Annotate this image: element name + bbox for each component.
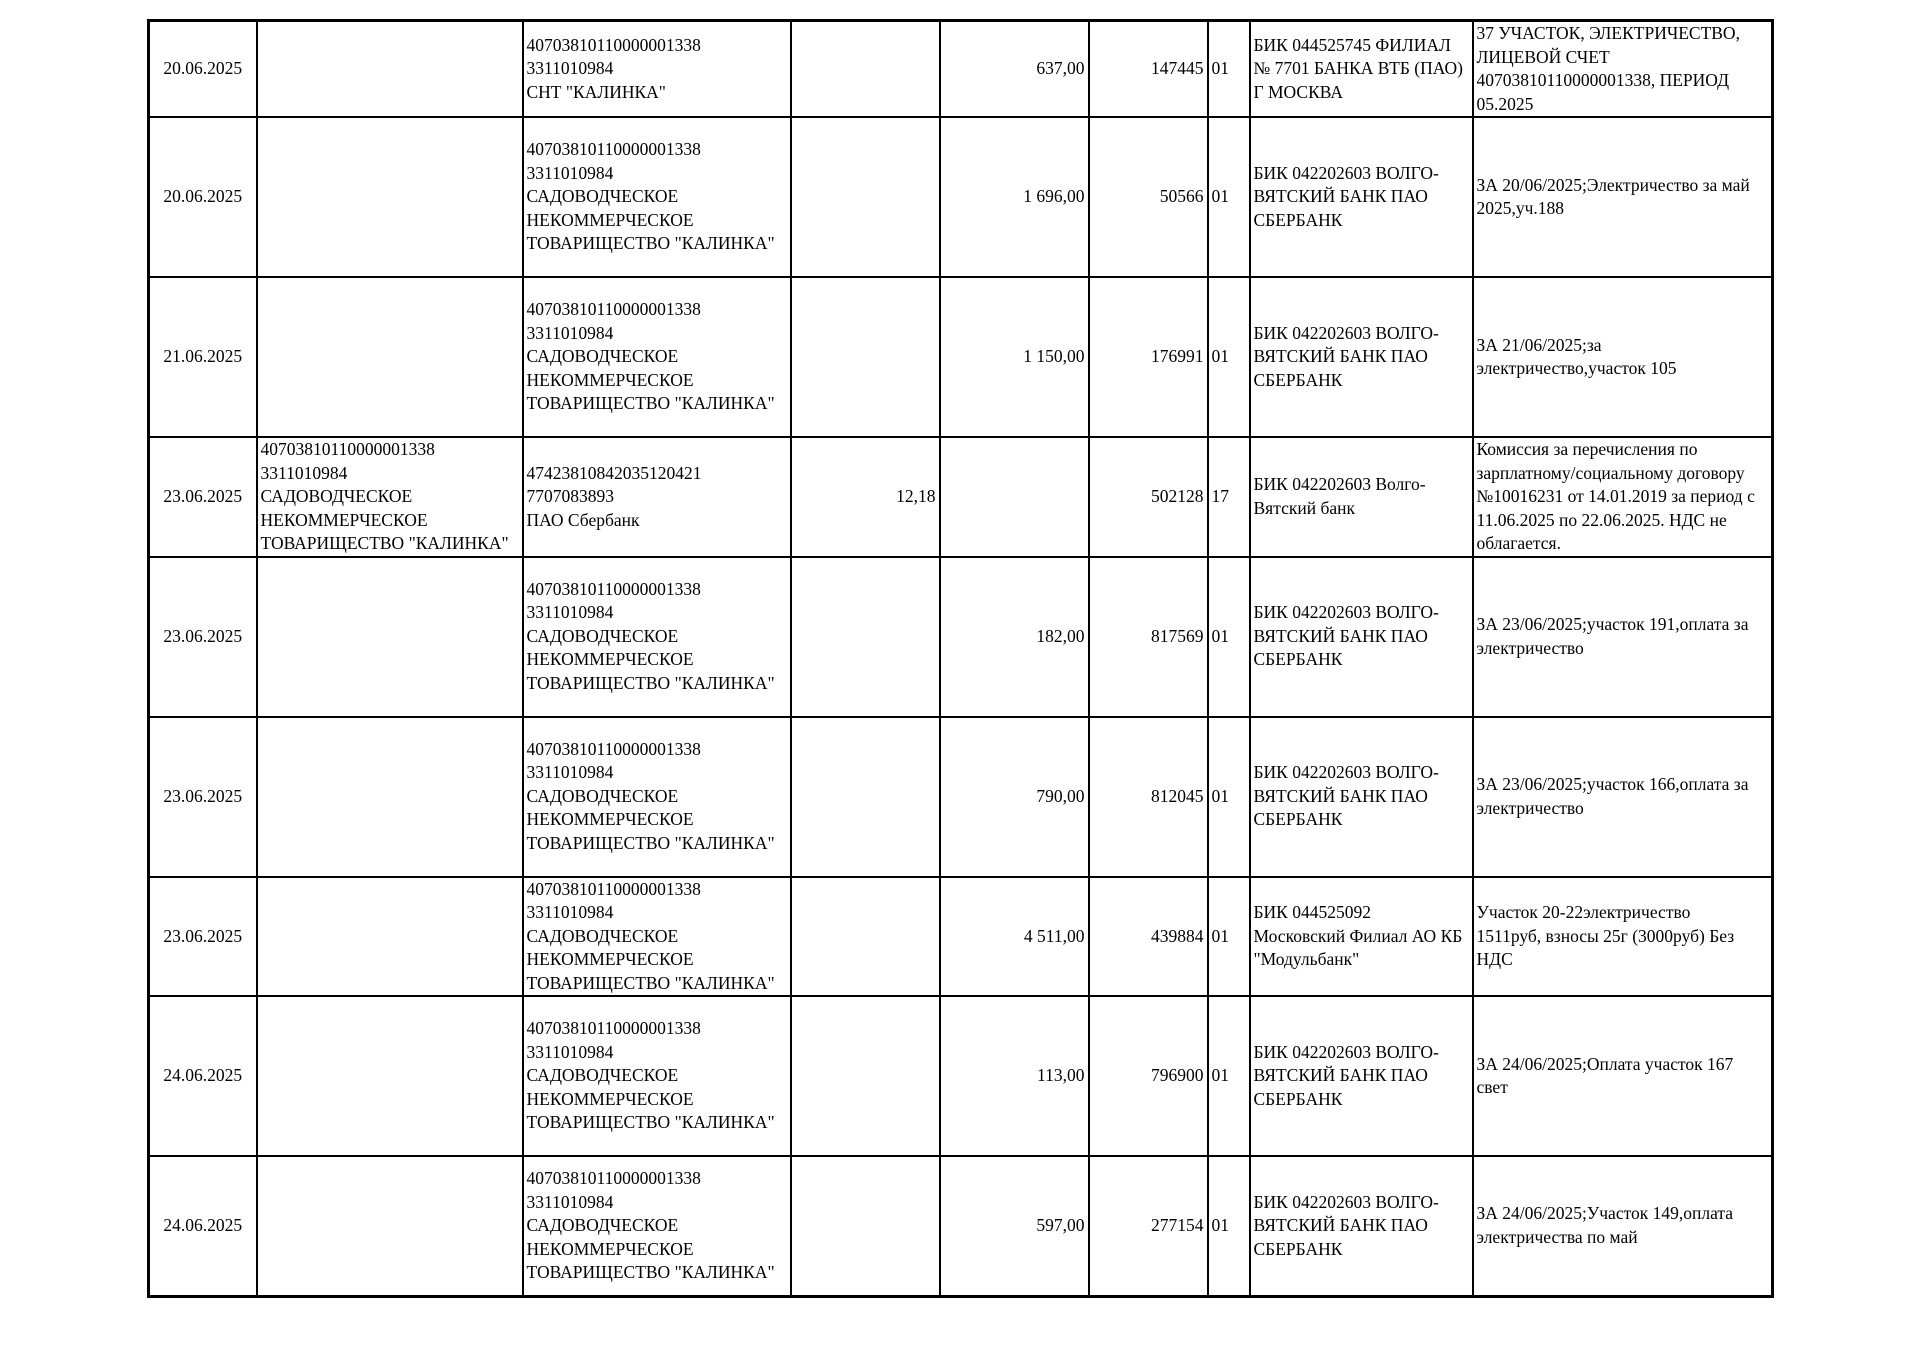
payment-purpose-line: ЗА 23/06/2025;участок 166,оплата за [1476, 774, 1749, 794]
payee-account-line: 40703810110000001338 [526, 738, 701, 759]
payment-purpose-line: 2025,уч.188 [1476, 198, 1565, 218]
payment-purpose-line: электричество [1476, 637, 1584, 658]
payee-account-line: ТОВАРИЩЕСТВО "КАЛИНКА" [526, 233, 775, 254]
credit-amount-cell: 1 150,00 [940, 277, 1089, 437]
bank-details-line: СБЕРБАНК [1253, 649, 1343, 670]
payment-purpose-line: зарплатному/социальному договору [1476, 462, 1745, 483]
bank-details-line: ВЯТСКИЙ БАНК ПАО [1253, 1215, 1428, 1235]
bank-details-cell [1250, 877, 1473, 997]
bank-details-line: БИК 042202603 ВОЛГО- [1253, 1041, 1439, 1062]
bank-details-line: БИК 042202603 ВОЛГО- [1253, 602, 1439, 623]
bank-details-cell [1250, 717, 1473, 877]
payment-purpose-cell [1473, 717, 1773, 877]
payment-purpose-cell [1473, 877, 1773, 997]
document-number-cell: 50566 [1089, 117, 1208, 277]
payee-account-cell [523, 437, 791, 557]
operation-code-cell: 01 [1208, 877, 1250, 997]
payee-account-line: 3311010984 [526, 58, 614, 79]
debit-amount-cell: 12,18 [791, 437, 940, 557]
payee-account-line: НЕКОММЕРЧЕСКОЕ [526, 1088, 694, 1109]
bank-details-line: БИК 044525745 ФИЛИАЛ [1253, 34, 1451, 55]
date-cell: 23.06.2025 [149, 717, 257, 877]
payment-purpose-line: электричество [1476, 797, 1584, 818]
payer-account-cell [257, 277, 523, 437]
document-number-cell: 812045 [1089, 717, 1208, 877]
bank-details-cell [1250, 557, 1473, 717]
bank-details-line: ВЯТСКИЙ БАНК ПАО [1253, 1065, 1428, 1086]
debit-amount-cell [791, 557, 940, 717]
bank-details-cell [1250, 21, 1473, 118]
bank-details-cell [1250, 277, 1473, 437]
debit-amount-cell [791, 117, 940, 277]
payer-account-cell [257, 21, 523, 118]
bank-details-cell [1250, 1156, 1473, 1296]
payee-account-line: САДОВОДЧЕСКОЕ [526, 346, 679, 367]
operation-code-cell: 01 [1208, 277, 1250, 437]
payee-account-cell [523, 996, 791, 1156]
payer-account-cell [257, 1156, 523, 1296]
payer-account-cell [257, 996, 523, 1156]
statement-rows [149, 21, 1773, 1297]
bank-details-line: ВЯТСКИЙ БАНК ПАО [1253, 346, 1428, 367]
payee-account-cell [523, 117, 791, 277]
payment-purpose-line: ЗА 20/06/2025;Электричество за май [1476, 174, 1750, 195]
payment-purpose-line: электричество,участок 105 [1476, 358, 1677, 378]
credit-amount-cell [940, 437, 1089, 557]
payee-account-line: САДОВОДЧЕСКОЕ [526, 1215, 679, 1235]
operation-code-cell: 01 [1208, 21, 1250, 118]
payee-account-line: 3311010984 [526, 1191, 614, 1212]
date-cell: 20.06.2025 [149, 117, 257, 277]
payment-purpose-line: ЗА 21/06/2025;за [1476, 334, 1602, 355]
payee-account-line: 3311010984 [526, 322, 614, 343]
payee-account-line: ТОВАРИЩЕСТВО "КАЛИНКА" [526, 1262, 775, 1282]
payee-account-cell [523, 21, 791, 118]
payer-account-line: САДОВОДЧЕСКОЕ [260, 486, 413, 506]
date-cell: 21.06.2025 [149, 277, 257, 437]
payee-account-line: 3311010984 [526, 1041, 614, 1062]
bank-details-line: СБЕРБАНК [1253, 1088, 1343, 1109]
payee-account-line: НЕКОММЕРЧЕСКОЕ [526, 949, 694, 969]
bank-details-cell [1250, 117, 1473, 277]
payee-account-cell [523, 1156, 791, 1296]
bank-details-line: БИК 042202603 ВОЛГО- [1253, 322, 1439, 343]
operation-code-cell: 17 [1208, 437, 1250, 557]
payee-account-line: 3311010984 [526, 902, 614, 922]
payer-account-cell [257, 877, 523, 997]
bank-details-cell [1250, 996, 1473, 1156]
bank-details-line: БИК 042202603 ВОЛГО- [1253, 1191, 1439, 1212]
bank-details-line: СБЕРБАНК [1253, 369, 1343, 390]
payee-account-line: 40703810110000001338 [526, 878, 701, 899]
document-number-cell: 502128 [1089, 437, 1208, 557]
payment-purpose-line: ЗА 23/06/2025;участок 191,оплата за [1476, 614, 1749, 634]
payer-account-cell [257, 557, 523, 717]
payee-account-line: 7707083893 [526, 486, 614, 506]
operation-code-cell: 01 [1208, 996, 1250, 1156]
debit-amount-cell [791, 717, 940, 877]
payer-account-line: НЕКОММЕРЧЕСКОЕ [260, 509, 428, 530]
payee-account-line: САДОВОДЧЕСКОЕ [526, 625, 679, 646]
bank-details-line: ВЯТСКИЙ БАНК ПАО [1253, 625, 1428, 646]
bank-details-line: БИК 042202603 Волго- [1253, 474, 1426, 495]
payment-purpose-line: Комиссия за перечисления по [1476, 439, 1698, 459]
payee-account-line: 40703810110000001338 [526, 578, 701, 599]
payee-account-line: САДОВОДЧЕСКОЕ [526, 1065, 679, 1086]
payee-account-line: 47423810842035120421 [526, 462, 702, 483]
bank-details-line: ВЯТСКИЙ БАНК ПАО [1253, 785, 1428, 806]
debit-amount-cell [791, 996, 940, 1156]
payee-account-line: ТОВАРИЩЕСТВО "КАЛИНКА" [526, 832, 775, 853]
payee-account-line: САДОВОДЧЕСКОЕ [526, 785, 679, 806]
payment-purpose-line: 40703810110000001338, ПЕРИОД [1476, 70, 1730, 90]
credit-amount-cell: 790,00 [940, 717, 1089, 877]
bank-details-line: Г МОСКВА [1253, 81, 1343, 102]
payee-account-line: СНТ "КАЛИНКА" [526, 81, 666, 102]
credit-amount-cell: 597,00 [940, 1156, 1089, 1296]
payee-account-cell [523, 717, 791, 877]
operation-code-cell: 01 [1208, 557, 1250, 717]
payee-account-line: 3311010984 [526, 602, 614, 623]
payee-account-cell [523, 277, 791, 437]
debit-amount-cell [791, 877, 940, 997]
payee-account-line: 40703810110000001338 [526, 1168, 701, 1188]
table-row [149, 877, 1773, 997]
document-number-cell: 796900 [1089, 996, 1208, 1156]
table-row [149, 996, 1773, 1156]
payee-account-line: ПАО Сбербанк [526, 509, 640, 530]
payment-purpose-cell [1473, 557, 1773, 717]
payee-account-cell [523, 557, 791, 717]
payee-account-line: САДОВОДЧЕСКОЕ [526, 186, 679, 207]
document-number-cell: 439884 [1089, 877, 1208, 997]
statement-sheet [147, 19, 1771, 1298]
operation-code-cell: 01 [1208, 117, 1250, 277]
table-row [149, 1156, 1773, 1296]
debit-amount-cell [791, 21, 940, 118]
credit-amount-cell: 4 511,00 [940, 877, 1089, 997]
document-number-cell: 147445 [1089, 21, 1208, 118]
table-row [149, 117, 1773, 277]
bank-details-cell [1250, 437, 1473, 557]
payment-purpose-line: 05.2025 [1476, 93, 1534, 114]
date-cell: 20.06.2025 [149, 21, 257, 118]
payment-purpose-line: свет [1476, 1077, 1508, 1097]
bank-details-line: № 7701 БАНКА ВТБ (ПАО) [1253, 58, 1463, 79]
document-number-cell: 817569 [1089, 557, 1208, 717]
table-row [149, 717, 1773, 877]
payee-account-line: НЕКОММЕРЧЕСКОЕ [526, 369, 694, 390]
payment-purpose-line: ЛИЦЕВОЙ СЧЕТ [1476, 46, 1610, 67]
table-row [149, 557, 1773, 717]
table-row [149, 21, 1773, 118]
payee-account-line: 40703810110000001338 [526, 1018, 701, 1039]
operation-code-cell: 01 [1208, 1156, 1250, 1296]
document-number-cell: 176991 [1089, 277, 1208, 437]
payee-account-line: 3311010984 [526, 162, 614, 183]
payee-account-line: НЕКОММЕРЧЕСКОЕ [526, 209, 694, 230]
operation-code-cell: 01 [1208, 717, 1250, 877]
bank-details-line: БИК 042202603 ВОЛГО- [1253, 762, 1439, 783]
date-cell: 24.06.2025 [149, 1156, 257, 1296]
payer-account-cell [257, 437, 523, 557]
bank-statement-table [147, 19, 1774, 1298]
credit-amount-cell: 637,00 [940, 21, 1089, 118]
payment-purpose-line: электричества по май [1476, 1226, 1638, 1247]
payee-account-line: 40703810110000001338 [526, 299, 701, 320]
payment-purpose-cell [1473, 996, 1773, 1156]
payee-account-line: САДОВОДЧЕСКОЕ [526, 925, 679, 946]
credit-amount-cell: 182,00 [940, 557, 1089, 717]
date-cell: 23.06.2025 [149, 557, 257, 717]
payment-purpose-line: №10016231 от 14.01.2019 за период с [1476, 486, 1755, 506]
table-row [149, 277, 1773, 437]
table-row [149, 437, 1773, 557]
payer-account-cell [257, 117, 523, 277]
payee-account-line: ТОВАРИЩЕСТВО "КАЛИНКА" [526, 972, 775, 993]
payment-purpose-line: 1511руб, взносы 25г (3000руб) Без [1476, 925, 1735, 946]
payment-purpose-line: 37 УЧАСТОК, ЭЛЕКТРИЧЕСТВО, [1476, 23, 1740, 43]
payee-account-line: 40703810110000001338 [526, 34, 701, 55]
payee-account-line: ТОВАРИЩЕСТВО "КАЛИНКА" [526, 1112, 775, 1133]
debit-amount-cell [791, 277, 940, 437]
payment-purpose-cell [1473, 277, 1773, 437]
date-cell: 23.06.2025 [149, 437, 257, 557]
payment-purpose-cell [1473, 437, 1773, 557]
bank-details-line: СБЕРБАНК [1253, 209, 1343, 230]
payer-account-line: ТОВАРИЩЕСТВО "КАЛИНКА" [260, 533, 509, 553]
payment-purpose-cell [1473, 1156, 1773, 1296]
payee-account-line: ТОВАРИЩЕСТВО "КАЛИНКА" [526, 393, 775, 414]
payee-account-cell [523, 877, 791, 997]
date-cell: 24.06.2025 [149, 996, 257, 1156]
credit-amount-cell: 113,00 [940, 996, 1089, 1156]
payee-account-line: НЕКОММЕРЧЕСКОЕ [526, 809, 694, 830]
bank-details-line: БИК 042202603 ВОЛГО- [1253, 162, 1439, 183]
payment-purpose-line: ЗА 24/06/2025;Оплата участок 167 [1476, 1053, 1734, 1074]
payment-purpose-cell [1473, 21, 1773, 118]
bank-details-line: ВЯТСКИЙ БАНК ПАО [1253, 186, 1428, 207]
payer-account-line: 40703810110000001338 [260, 439, 435, 459]
payee-account-line: ТОВАРИЩЕСТВО "КАЛИНКА" [526, 672, 775, 693]
payee-account-line: НЕКОММЕРЧЕСКОЕ [526, 649, 694, 670]
bank-details-line: "Модульбанк" [1253, 949, 1360, 969]
payer-account-line: 3311010984 [260, 462, 348, 483]
payee-account-line: 40703810110000001338 [526, 139, 701, 160]
bank-details-line: Вятский банк [1253, 497, 1355, 518]
date-cell: 23.06.2025 [149, 877, 257, 997]
credit-amount-cell: 1 696,00 [940, 117, 1089, 277]
bank-details-line: СБЕРБАНК [1253, 809, 1343, 830]
payment-purpose-line: НДС [1476, 949, 1513, 969]
payee-account-line: НЕКОММЕРЧЕСКОЕ [526, 1238, 694, 1259]
bank-details-line: СБЕРБАНК [1253, 1238, 1343, 1259]
payment-purpose-line: ЗА 24/06/2025;Участок 149,оплата [1476, 1203, 1734, 1224]
debit-amount-cell [791, 1156, 940, 1296]
payment-purpose-cell [1473, 117, 1773, 277]
payment-purpose-line: Участок 20-22электричество [1476, 902, 1691, 922]
payee-account-line: 3311010984 [526, 762, 614, 783]
payment-purpose-line: облагается. [1476, 533, 1561, 553]
payment-purpose-line: 11.06.2025 по 22.06.2025. НДС не [1476, 509, 1727, 530]
bank-details-line: Московский Филиал АО КБ [1253, 925, 1463, 946]
payer-account-cell [257, 717, 523, 877]
document-number-cell: 277154 [1089, 1156, 1208, 1296]
bank-details-line: БИК 044525092 [1253, 902, 1371, 922]
